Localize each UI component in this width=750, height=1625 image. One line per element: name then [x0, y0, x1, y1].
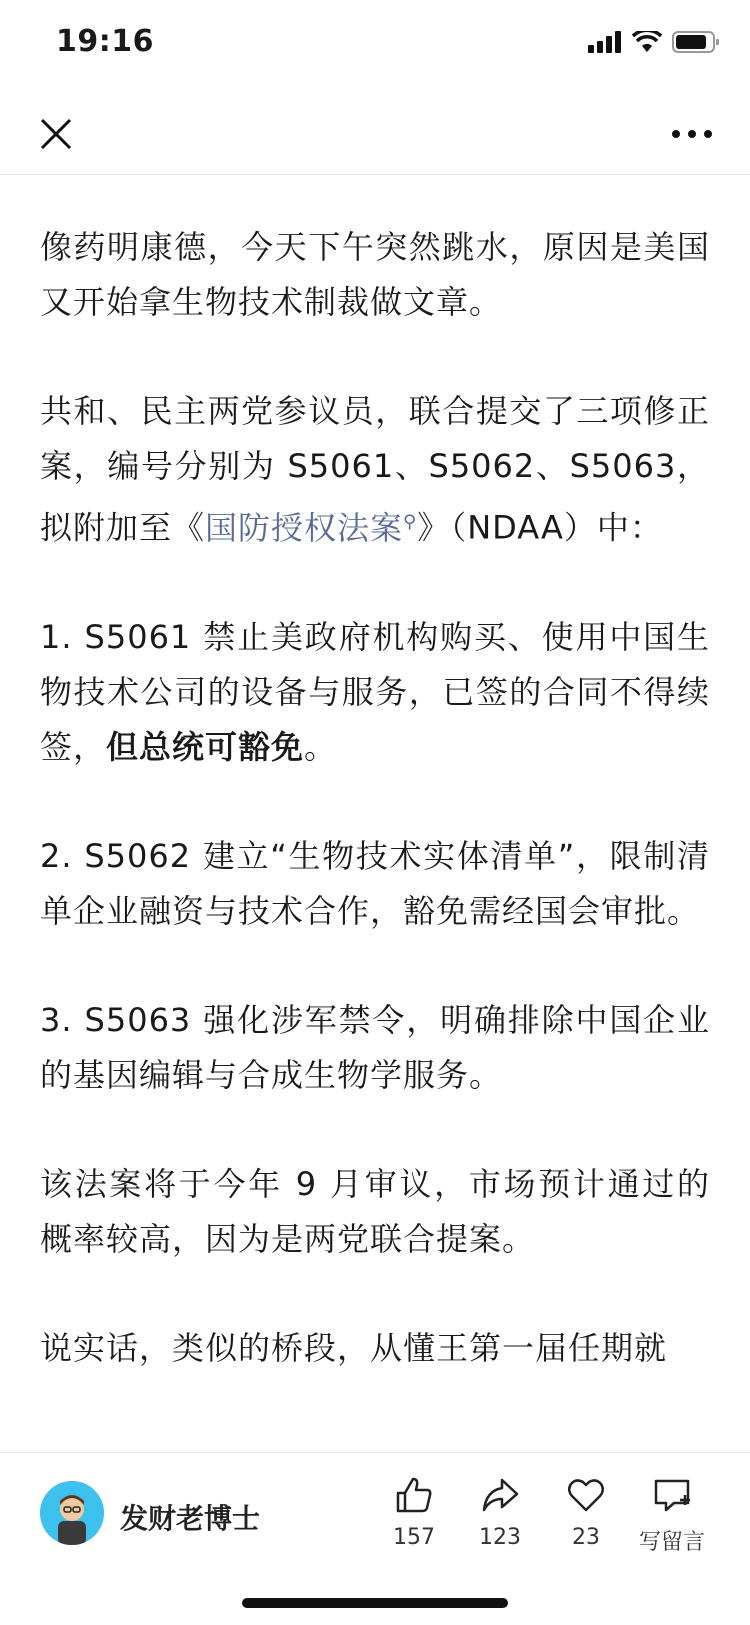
heart-icon — [566, 1475, 606, 1515]
status-bar — [0, 0, 750, 88]
article-body — [40, 220, 710, 1452]
law-link[interactable] — [205, 509, 417, 547]
paragraph-text: 1. S5061 禁止美政府机构购买、使用中国生物技术公司的设备与服务，已签的合同不得续签， — [40, 617, 710, 766]
comment-button[interactable] — [632, 1475, 712, 1556]
battery-icon — [672, 30, 720, 54]
paragraph: 像药明康德，今天下午突然跳水，原因是美国又开始拿生物技术制裁做文章。 — [40, 228, 710, 321]
thumbs-up-icon — [394, 1475, 434, 1515]
more-button[interactable] — [670, 126, 714, 140]
share-button[interactable] — [460, 1475, 540, 1550]
author-avatar[interactable] — [40, 1481, 104, 1545]
paragraph: 2. S5062 建立“生物技术实体清单”，限制清单企业融资与技术合作，豁免需经国会审批。 — [40, 836, 710, 930]
avatar-image — [40, 1481, 104, 1545]
share-count: 123 — [479, 1525, 521, 1550]
nav-bar — [0, 88, 750, 175]
paragraph — [40, 610, 710, 775]
status-time: 19:16 — [56, 24, 154, 59]
bold-text: 但总统可豁免 — [106, 727, 305, 766]
close-icon — [38, 116, 74, 152]
paragraph: 说实话，类似的桥段，从懂王第一届任期就 — [40, 1328, 668, 1367]
close-button[interactable] — [38, 116, 74, 152]
law-link-text[interactable]: 国防授权法案 — [205, 508, 404, 547]
home-indicator — [242, 1598, 508, 1608]
favorite-button[interactable] — [546, 1475, 626, 1550]
paragraph-text: 共和、民主两党参议员，联合提交了三项修正案，编号分别为 S5061、S5062、S5063，拟附加至《 — [40, 392, 710, 547]
comment-icon — [652, 1475, 692, 1515]
share-icon — [480, 1475, 520, 1515]
signal-icon — [588, 31, 622, 53]
wifi-icon — [632, 31, 662, 53]
like-count: 157 — [393, 1525, 435, 1550]
comment-label: 写留言 — [638, 1530, 705, 1555]
search-icon: ⚲ — [403, 511, 418, 532]
paragraph — [40, 384, 710, 556]
paragraph: 该法案将于今年 9 月审议，市场预计通过的概率较高，因为是两党联合提案。 — [40, 1164, 710, 1258]
paragraph: 3. S5063 强化涉军禁令，明确排除中国企业的基因编辑与合成生物学服务。 — [40, 1000, 710, 1094]
paragraph-text: 》（NDAA）中： — [417, 508, 663, 547]
like-button[interactable] — [374, 1475, 454, 1550]
paragraph-text: 。 — [304, 727, 338, 766]
more-icon — [670, 127, 714, 141]
status-icons — [588, 30, 720, 54]
favorite-count: 23 — [572, 1525, 600, 1550]
author-name[interactable]: 发财老博士 — [120, 1502, 261, 1535]
